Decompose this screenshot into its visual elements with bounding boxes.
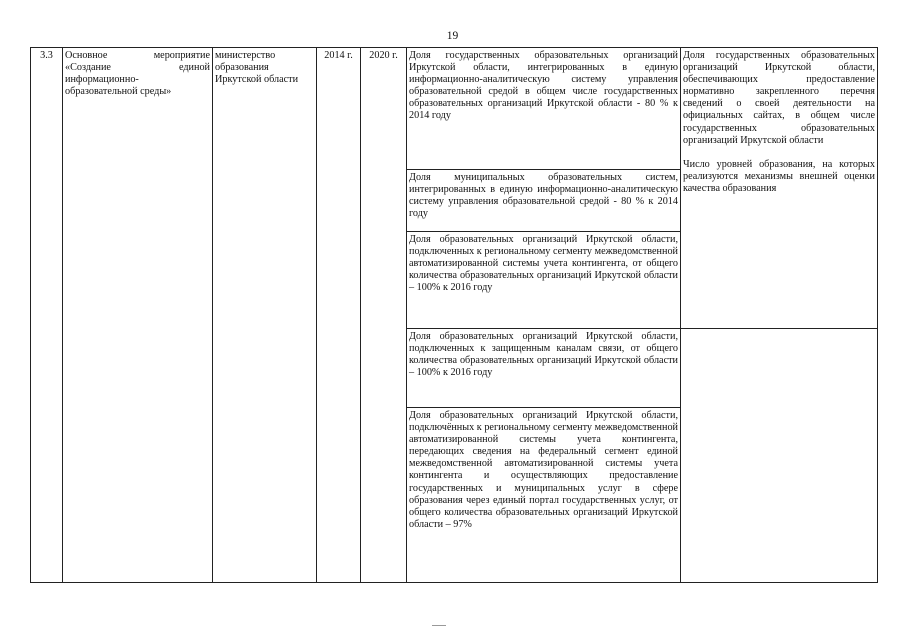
page-number: 19 <box>446 30 459 42</box>
table-row <box>31 48 878 170</box>
spacer <box>683 147 875 159</box>
indicator-cell: Доля образовательных организаций Иркутской области, подключённых к региональному сегменту межведомственной автоматизированной системы учета контингента, передающих сведения на федеральный сегмент единой межведомственной автоматизированной системы учета контингента и осуществляющих предоставление государственных и муниципальных услуг в сфере образования через единый портал государственных услуг, от общего количества образовательных организаций Иркутской области – 97% <box>407 408 681 583</box>
result-item: Доля государственных образовательных организаций Иркутской области, обеспечивающих предоставление нормативно закрепленного перечня сведений о своей деятельности на официальных сайтах, в общем числе государственных образовательных организаций Иркутской области <box>683 50 875 146</box>
scan-mark <box>432 625 446 626</box>
results-empty-cell <box>681 329 878 583</box>
indicator-cell: Доля муниципальных образовательных систем, интегрированных в единую информационно-аналитическую систему управления образовательной средой - 80 % к 2014 году <box>407 170 681 232</box>
result-item: Число уровней образования, на которых реализуются механизмы внешней оценки качества образования <box>683 158 875 194</box>
results-cell <box>681 48 878 329</box>
measure-name: Основное мероприятие «Создание единой информационно-образовательной среды» <box>63 48 213 583</box>
indicator-cell: Доля образовательных организаций Иркутской области, подключенных к региональному сегменту межведомственной автоматизированной системы учета контингента, от общего количества образовательных организаций Иркутской области – 100% к 2016 году <box>407 232 681 329</box>
indicator-cell: Доля образовательных организаций Иркутской области, подключенных к защищенным каналам связи, от общего количества образовательных организаций Иркутской области – 100% к 2016 году <box>407 329 681 408</box>
row-number: 3.3 <box>31 48 63 583</box>
start-year: 2014 г. <box>317 48 361 583</box>
program-table <box>30 47 878 583</box>
end-year: 2020 г. <box>361 48 407 583</box>
indicator-cell: Доля государственных образовательных организаций Иркутской области, интегрированных в единую информационно-аналитическую систему управления образовательной средой в общем числе государственных образовательных организаций Иркутской области - 80 % к 2014 году <box>407 48 681 170</box>
executor: министерство образования Иркутской области <box>213 48 317 583</box>
